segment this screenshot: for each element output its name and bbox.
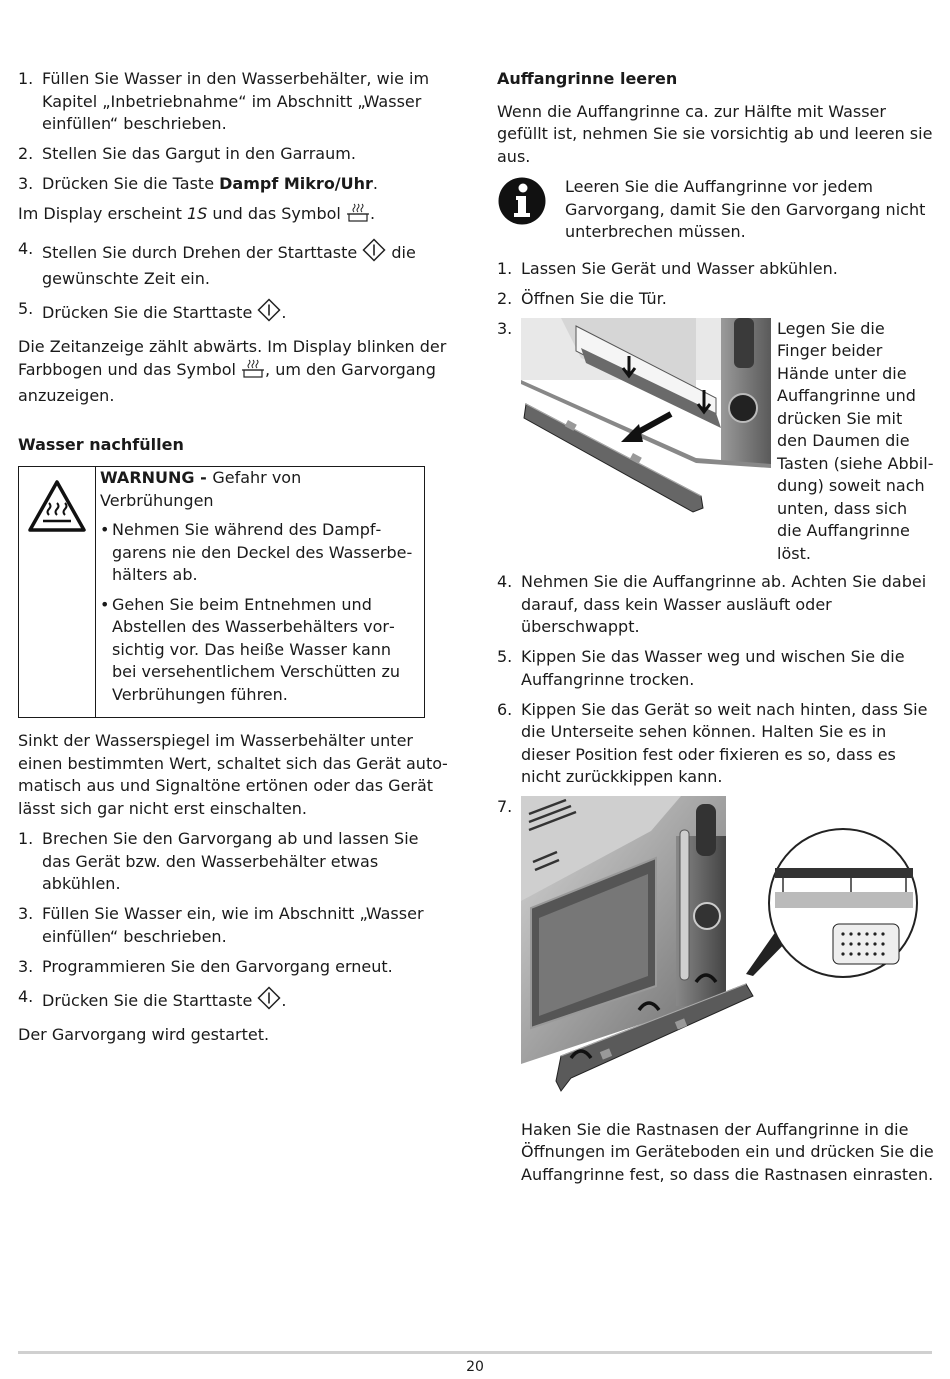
info-note bbox=[497, 176, 935, 244]
left-column bbox=[18, 68, 448, 1054]
paragraph bbox=[18, 336, 448, 408]
start-button-icon bbox=[257, 986, 281, 1017]
section-heading: Auffangrinne leeren bbox=[497, 69, 678, 88]
list-item bbox=[497, 699, 935, 789]
list-item bbox=[18, 68, 448, 136]
list-item bbox=[497, 258, 935, 281]
info-text: Leeren Sie die Auffangrinne vor jedem Garvorgang, damit Sie den Garvorgang nicht unterbrechen müssen. bbox=[565, 177, 926, 241]
drip-tray-mounting-illustration bbox=[521, 796, 926, 1115]
steam-symbol-icon bbox=[346, 203, 370, 230]
step-number: 7. bbox=[497, 797, 513, 816]
text-run: Drücken Sie die Starttaste bbox=[42, 990, 258, 1010]
paragraph: Sinkt der Wasserspiegel im Wasserbehälter unter einen bestimmten Wert, schaltet sich das Gerät automatisch aus und Signaltöne ertönen oder das Gerät lässt sich gar nicht erst einschalten. bbox=[18, 731, 448, 818]
info-icon bbox=[497, 211, 547, 230]
step-text: Öffnen Sie die Tür. bbox=[521, 288, 667, 308]
display-code: 1S bbox=[186, 204, 208, 223]
warning-icon-cell bbox=[19, 467, 96, 717]
bullet: • bbox=[100, 594, 110, 614]
list-item bbox=[497, 318, 935, 566]
text-run: Drücken Sie die Starttaste bbox=[42, 303, 258, 322]
step-number: 5. bbox=[497, 647, 513, 666]
list-item bbox=[497, 796, 935, 1115]
step-number: 2. bbox=[18, 144, 34, 163]
text-run: Die Zeitanzeige zählt abwärts. Im Display blinken der Farbbogen und das Symbol bbox=[18, 337, 447, 379]
text-run: Nehmen Sie während des Dampfgarens nie den Deckel des Wasserbehälters ab. bbox=[112, 520, 413, 584]
step-text: Legen Sie die Finger beider Hände unter die Auffangrinne und drücken Sie mit den Daumen die Tasten (siehe Abbildung) soweit nach unten, dass sich die Auffangrinne löst. bbox=[777, 318, 934, 563]
paragraph: Der Garvorgang wird gestartet. bbox=[18, 1024, 270, 1044]
footer-divider bbox=[18, 1351, 932, 1354]
step-text bbox=[42, 986, 448, 1017]
step-number: 1. bbox=[18, 829, 34, 848]
step-text: Stellen Sie das Gargut in den Garraum. bbox=[42, 144, 356, 163]
list-item bbox=[18, 143, 448, 166]
paragraph: Wenn die Auffangrinne ca. zur Hälfte mit Wasser gefüllt ist, nehmen Sie sie vorsichtig ab und leeren sie aus. bbox=[497, 101, 933, 166]
list-item bbox=[100, 519, 418, 587]
step-text: Nehmen Sie die Auffangrinne ab. Achten Sie dabei darauf, dass kein Wasser ausläuft oder überschwappt. bbox=[521, 572, 927, 636]
button-name: Dampf Mikro/Uhr bbox=[219, 174, 373, 193]
step-text: Brechen Sie den Garvorgang ab und lassen Sie das Gerät bzw. den Wasserbehälter etwas abkühlen. bbox=[42, 829, 419, 893]
warning-box bbox=[18, 466, 425, 718]
step-text bbox=[42, 298, 448, 329]
section-heading: Wasser nachfüllen bbox=[18, 434, 184, 454]
paragraph bbox=[18, 203, 448, 230]
step-text: Haken Sie die Rastnasen der Auffangrinne in die Öffnungen im Geräteboden ein und drücken Sie die Auffangrinne fest, so dass die Rastnasen einrasten. bbox=[521, 1119, 934, 1184]
step-text: Füllen Sie Wasser ein, wie im Abschnitt „Wasser einfüllen“ beschrieben. bbox=[42, 904, 424, 946]
list-item bbox=[497, 646, 935, 691]
text-run: Gefahr von Verbrühungen bbox=[100, 468, 302, 510]
text-run: die gewünschte Zeit ein. bbox=[42, 242, 416, 288]
step-number: 6. bbox=[497, 699, 513, 719]
step-number: 1. bbox=[18, 69, 34, 88]
warning-content bbox=[96, 467, 424, 717]
bullet: • bbox=[100, 520, 110, 539]
warning-label: WARNUNG - bbox=[100, 468, 213, 487]
step-number: 1. bbox=[497, 258, 513, 278]
list-item bbox=[18, 828, 448, 896]
hot-surface-warning-icon bbox=[27, 479, 87, 717]
step-number: 3. bbox=[18, 904, 34, 923]
list-item bbox=[18, 298, 448, 329]
step-number: 2. bbox=[497, 288, 513, 308]
text-run: und das Symbol bbox=[207, 204, 346, 223]
start-button-icon bbox=[362, 238, 386, 269]
text-run: Stellen Sie durch Drehen der Starttaste bbox=[42, 242, 363, 262]
drip-tray-removal-illustration bbox=[521, 318, 771, 566]
text-run: . bbox=[369, 204, 376, 223]
page-number: 20 bbox=[466, 1359, 484, 1375]
warning-title bbox=[100, 467, 418, 512]
info-icon-cell bbox=[497, 176, 565, 244]
list-item bbox=[18, 956, 448, 979]
step-number: 5. bbox=[18, 299, 34, 318]
step-text: Kippen Sie das Gerät so weit nach hinten, dass Sie die Unterseite sehen können. Halten Sie es in dieser Position fest oder fixieren es so, dass es nicht zurückkippen kann. bbox=[521, 699, 928, 786]
list-item bbox=[18, 173, 448, 196]
text-run: , um den Garvorgang anzuzeigen. bbox=[18, 359, 436, 405]
text-run: . bbox=[281, 303, 287, 322]
step-number: 3. bbox=[497, 318, 513, 338]
start-button-icon bbox=[257, 298, 281, 329]
text-run: Im Display erscheint bbox=[18, 204, 187, 223]
step-text bbox=[42, 173, 448, 196]
list-item bbox=[100, 594, 418, 707]
list-item bbox=[18, 986, 448, 1017]
list-item bbox=[497, 571, 935, 639]
text-run: . bbox=[372, 174, 379, 193]
step-text: Kippen Sie das Wasser weg und wischen Sie die Auffangrinne trocken. bbox=[521, 647, 905, 689]
list-item bbox=[18, 238, 448, 291]
steam-symbol-icon bbox=[241, 359, 265, 386]
text-run: Drücken Sie die Taste bbox=[42, 174, 220, 193]
right-column bbox=[497, 68, 935, 1186]
text-run: Gehen Sie beim Entnehmen und Abstellen des Wasserbehälters vorsichtig vor. Das heiße Wasser kann bei versehentlichem Verschütten zu Verbrühungen führen. bbox=[112, 594, 401, 704]
step-text: Lassen Sie Gerät und Wasser abkühlen. bbox=[521, 258, 838, 278]
step-number: 3. bbox=[18, 174, 34, 193]
step-number: 4. bbox=[497, 572, 513, 591]
list-item bbox=[497, 288, 935, 311]
step-text: Füllen Sie Wasser in den Wasserbehälter, wie im Kapitel „Inbetriebnahme“ im Abschnitt „Wasser einfüllen“ beschrieben. bbox=[42, 69, 430, 133]
list-item bbox=[18, 903, 448, 948]
step-number: 4. bbox=[18, 238, 34, 258]
step-text bbox=[42, 238, 448, 291]
step-text: Programmieren Sie den Garvorgang erneut. bbox=[42, 956, 393, 976]
text-run: . bbox=[281, 990, 287, 1010]
step-number: 4. bbox=[18, 986, 34, 1006]
step-number: 3. bbox=[18, 956, 34, 976]
